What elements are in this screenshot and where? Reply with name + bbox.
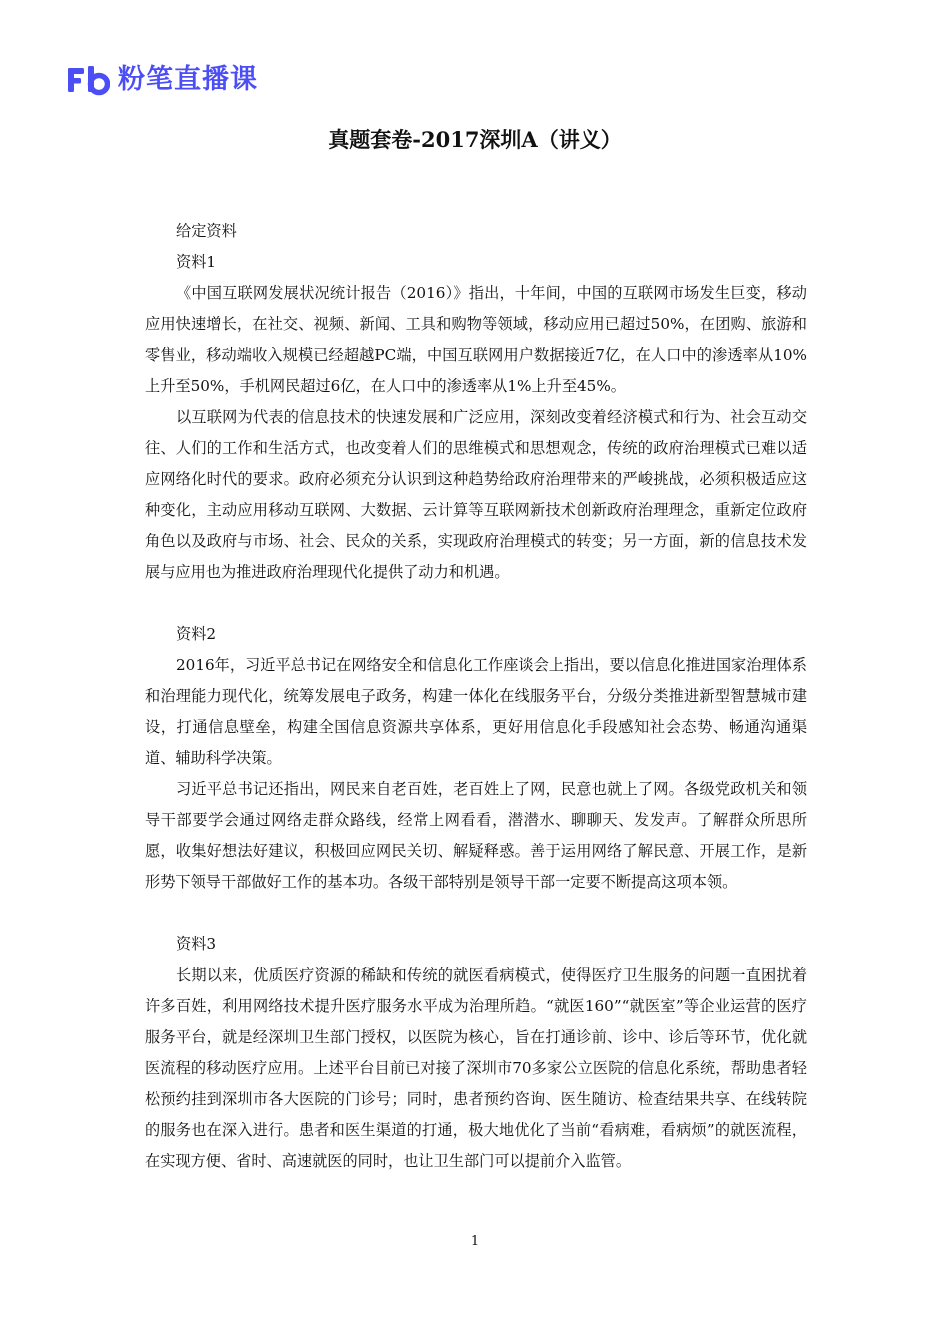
document-body <box>145 216 807 1177</box>
page-number: 1 <box>470 1234 480 1249</box>
paragraph: 长期以来，优质医疗资源的稀缺和传统的就医看病模式，使得医疗卫生服务的问题一直困扰着许多百姓，利用网络技术提升医疗服务水平成为治理所趋。“就医160”“就医室”等企业运营的医疗服务平台，就是经深圳卫生部门授权，以医院为核心，旨在打通诊前、诊中、诊后等环节，优化就医流程的移动医疗应用。上述平台目前已对接了深圳市70多家公立医院的信息化系统，帮助患者轻松预约挂到深圳市各大医院的门诊号；同时，患者预约咨询、医生随访、检查结果共享、在线转院的服务也在深入进行。患者和医生渠道的打通，极大地优化了当前“看病难，看病烦”的就医流程，在实现方便、省时、高速就医的同时，也让卫生部门可以提前介入监管。 <box>145 966 807 1170</box>
material-label: 资料2 <box>176 625 217 643</box>
document-title: 真题套卷-2017深圳A（讲义） <box>328 127 622 152</box>
paragraph: 2016年，习近平总书记在网络安全和信息化工作座谈会上指出，要以信息化推进国家治理体系和治理能力现代化，统筹发展电子政务，构建一体化在线服务平台，分级分类推进新型智慧城市建设，打通信息壁垒，构建全国信息资源共享体系，更好用信息化手段感知社会态势、畅通沟通渠道、辅助科学决策。 <box>145 656 807 767</box>
material-label: 资料1 <box>176 253 217 271</box>
paragraph: 《中国互联网发展状况统计报告（2016）》指出，十年间，中国的互联网市场发生巨变，移动应用快速增长，在社交、视频、新闻、工具和购物等领域，移动应用已超过50%，在团购、旅游和零售业，移动端收入规模已经超越PC端，中国互联网用户数据接近7亿，在人口中的渗透率从10%上升至50%，手机网民超过6亿，在人口中的渗透率从1%上升至45%。 <box>145 284 807 395</box>
brand-logo <box>66 62 258 98</box>
paragraph: 习近平总书记还指出，网民来自老百姓，老百姓上了网，民意也就上了网。各级党政机关和领导干部要学会通过网络走群众路线，经常上网看看，潜潜水、聊聊天、发发声。了解群众所思所愿，收集好想法好建议，积极回应网民关切、解疑释惑。善于运用网络了解民意、开展工作，是新形势下领导干部做好工作的基本功。各级干部特别是领导干部一定要不断提高这项本领。 <box>145 780 807 891</box>
material-label: 资料3 <box>176 935 217 953</box>
paragraph: 以互联网为代表的信息技术的快速发展和广泛应用，深刻改变着经济模式和行为、社会互动交往、人们的工作和生活方式，也改变着人们的思维模式和思想观念，传统的政府治理模式已难以适应网络化时代的要求。政府必须充分认识到这种趋势给政府治理带来的严峻挑战，必须积极适应这种变化，主动应用移动互联网、大数据、云计算等互联网新技术创新政府治理理念，重新定位政府角色以及政府与市场、社会、民众的关系，实现政府治理模式的转变；另一方面，新的信息技术发展与应用也为推进政府治理现代化提供了动力和机遇。 <box>145 408 807 581</box>
fb-logo-icon <box>66 64 110 96</box>
brand-name: 粉笔直播课 <box>118 64 258 95</box>
section-heading: 给定资料 <box>176 222 237 240</box>
